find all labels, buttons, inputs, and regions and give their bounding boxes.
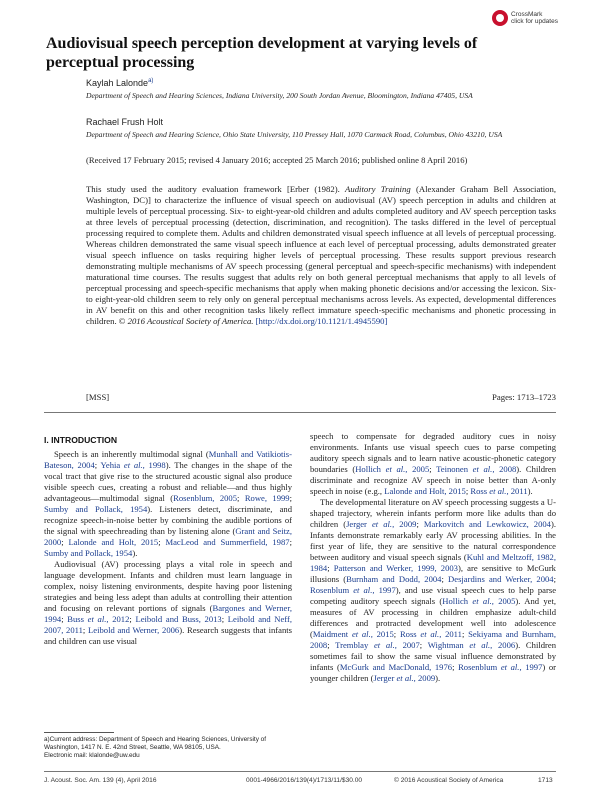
left-column: Speech is an inherently multimodal signal (Munhall and Vatikiotis-Bateson, 2004; Yehia et al., 1998). The changes in the shape of the vocal tract that give rise to the structured acoustic signal also produce visible speech cues, creating a robust and reliable—and thus highly advantageous—multimodal signal (Rosenblum, 2005; Rowe, 1999; Sumby and Pollack, 1954). Listeners detect, discriminate, and recognize speech-in-noise better by combining the audible portions of the signal with speechreading than by listening alone (Grant and Seitz, 2000; Lalonde and Holt, 2015; MacLeod and Summerfield, 1987; Sumby and Pollack, 1954). Audiovisual (AV) processing plays a vital role in speech and language development. Infants and children must learn language in complex, noisy listening environments, despite having poor listening strategies and being less adept than adults at controlling their attention and focusing on relevant portions of signals (Bargones and Werner, 1994; Buss et al., 2012; Leibold and Buss, 2013; Leibold and Neff, 2007, 2011; Leibold and Werner, 2006). Research suggests that infants and children can use visual bbox=[44, 449, 293, 646]
section-heading: I. INTRODUCTION bbox=[44, 435, 118, 445]
footer-copyright: © 2016 Acoustical Society of America bbox=[394, 777, 504, 784]
author-1-affiliation: Department of Speech and Hearing Sciences, Indiana University, 200 South Jordan Avenue, Bloomington, Indiana 47405, USA bbox=[86, 91, 473, 100]
author-2-affiliation: Department of Speech and Hearing Science, Ohio State University, 110 Pressey Hall, 1070 Carmack Road, Columbus, Ohio 43210, USA bbox=[86, 130, 503, 139]
author-2 bbox=[86, 117, 163, 127]
footnote bbox=[44, 736, 292, 761]
author-2-name: Rachael Frush Holt bbox=[86, 117, 164, 127]
crossmark-sublabel: click for updates bbox=[511, 18, 558, 25]
footnote-email[interactable]: Electronic mail: klalonde@uw.edu bbox=[44, 752, 140, 760]
footnote-address: a)Current address: Department of Speech and Hearing Sciences, University of Washington, 1417 N. E. 42nd Street, Seattle, WA 98105, USA. bbox=[44, 736, 267, 752]
page-range: Pages: 1713–1723 bbox=[492, 392, 556, 402]
header-divider bbox=[44, 412, 556, 413]
right-column: speech to compensate for degraded auditory cues in noisy environments. Infants use visual speech cues to parse competing auditory speech signals and to learn native acoustic-phonetic category boundaries (Hollich et al., 2005; Teinonen et al., 2008). Children discriminate and recognize AV speech in noise better than A-only speech in noise (e.g., Lalonde and Holt, 2015; Ross et al., 2011). The developmental literature on AV speech processing suggests a U-shaped trajectory, wherein infants perform more like adults than do children (Jerger et al., 2009; Markovitch and Lewkowicz, 2004). Infants demonstrate remarkably early AV processing abilities. In the first year of life, they are sensitive to the natural correspondence between auditory and visual speech signals (Kuhl and Meltzoff, 1982, 1984; Patterson and Werker, 1999, 2003), are sensitive to McGurk illusions (Burnham and Dodd, 2004; Desjardins and Werker, 2004; Rosenblum et al., 1997), and use visual speech cues to help parse competing auditory speech signals (Hollich et al., 2005). And yet, measures of AV processing in children emphasize adult-child differences and protracted development well into adolescence (Maidment et al., 2015; Ross et al., 2011; Sekiyama and Burnham, 2008; Tremblay et al., 2007; Wightman et al., 2006). Children sometimes fail to show the same visual influence demonstrated by infants (McGurk and MacDonald, 1976; Rosenblum et al., 1997) or younger children (Jerger et al., 2009). bbox=[310, 431, 557, 683]
crossmark-label: CrossMark bbox=[511, 11, 543, 18]
abstract-journal: Auditory Training bbox=[345, 184, 411, 194]
abstract bbox=[86, 184, 556, 327]
abstract-text-1: This study used the auditory evaluation framework [Erber (1982). bbox=[86, 184, 340, 194]
doi-link[interactable]: [http://dx.doi.org/10.1121/1.4945590] bbox=[255, 316, 388, 326]
abstract-text-2: (Alexander Graham Bell Association, Washington, DC)] to characterize the influence of visual speech on audiovisual (AV) speech perception in adults and children at multiple levels of perceptual processing. Six- to eight-year-old children and adults completed auditory and AV speech perception tasks at three levels of perceptual processing (detection, discrimination, and recognition). The tasks differed in the level of perceptual processing required to complete them. Adults and children demonstrated visual speech influence at all levels of perceptual processing. Whereas children demonstrated the same visual speech influence at each level of perceptual processing, adults demonstrated greater visual speech influence on tasks requiring higher levels of perceptual processing. These results support previous research demonstrating multiple mechanisms of AV speech processing (general perceptual and speech-specific mechanisms) with independent maturational time courses. The results suggest that adults rely on both general perceptual mechanisms that apply to all levels of perceptual processing and speech-specific mechanisms that apply when making phonetic decisions and/or accessing the lexicon. Six- to eight-year-old children seem to rely only on general perceptual mechanisms across levels. As expected, developmental differences in AV benefit on this and other recognition tasks likely reflect immature speech-specific mechanisms and phonetic processing in children. © bbox=[86, 184, 557, 326]
author-1 bbox=[86, 78, 153, 88]
page-number: 1713 bbox=[538, 777, 553, 784]
mss-code: [MSS] bbox=[86, 392, 110, 402]
received-dates: (Received 17 February 2015; revised 4 January 2016; accepted 25 March 2016; published online 8 April 2016) bbox=[86, 155, 468, 165]
crossmark-badge[interactable] bbox=[492, 7, 584, 29]
footer-divider bbox=[44, 771, 556, 772]
footer-code: 0001-4966/2016/139(4)/1713/11/$30.00 bbox=[246, 777, 363, 784]
crossmark-icon bbox=[492, 10, 508, 26]
footnote-divider bbox=[44, 732, 114, 733]
paper-title: Audiovisual speech perception development at varying levels of perceptual processing bbox=[46, 35, 478, 71]
footer-journal: J. Acoust. Soc. Am. 139 (4), April 2016 bbox=[44, 777, 157, 784]
author-1-footnote-mark[interactable]: a) bbox=[148, 78, 154, 84]
author-1-name: Kaylah Lalonde bbox=[86, 78, 149, 88]
abstract-copyright: 2016 Acoustical Society of America. bbox=[127, 316, 254, 326]
